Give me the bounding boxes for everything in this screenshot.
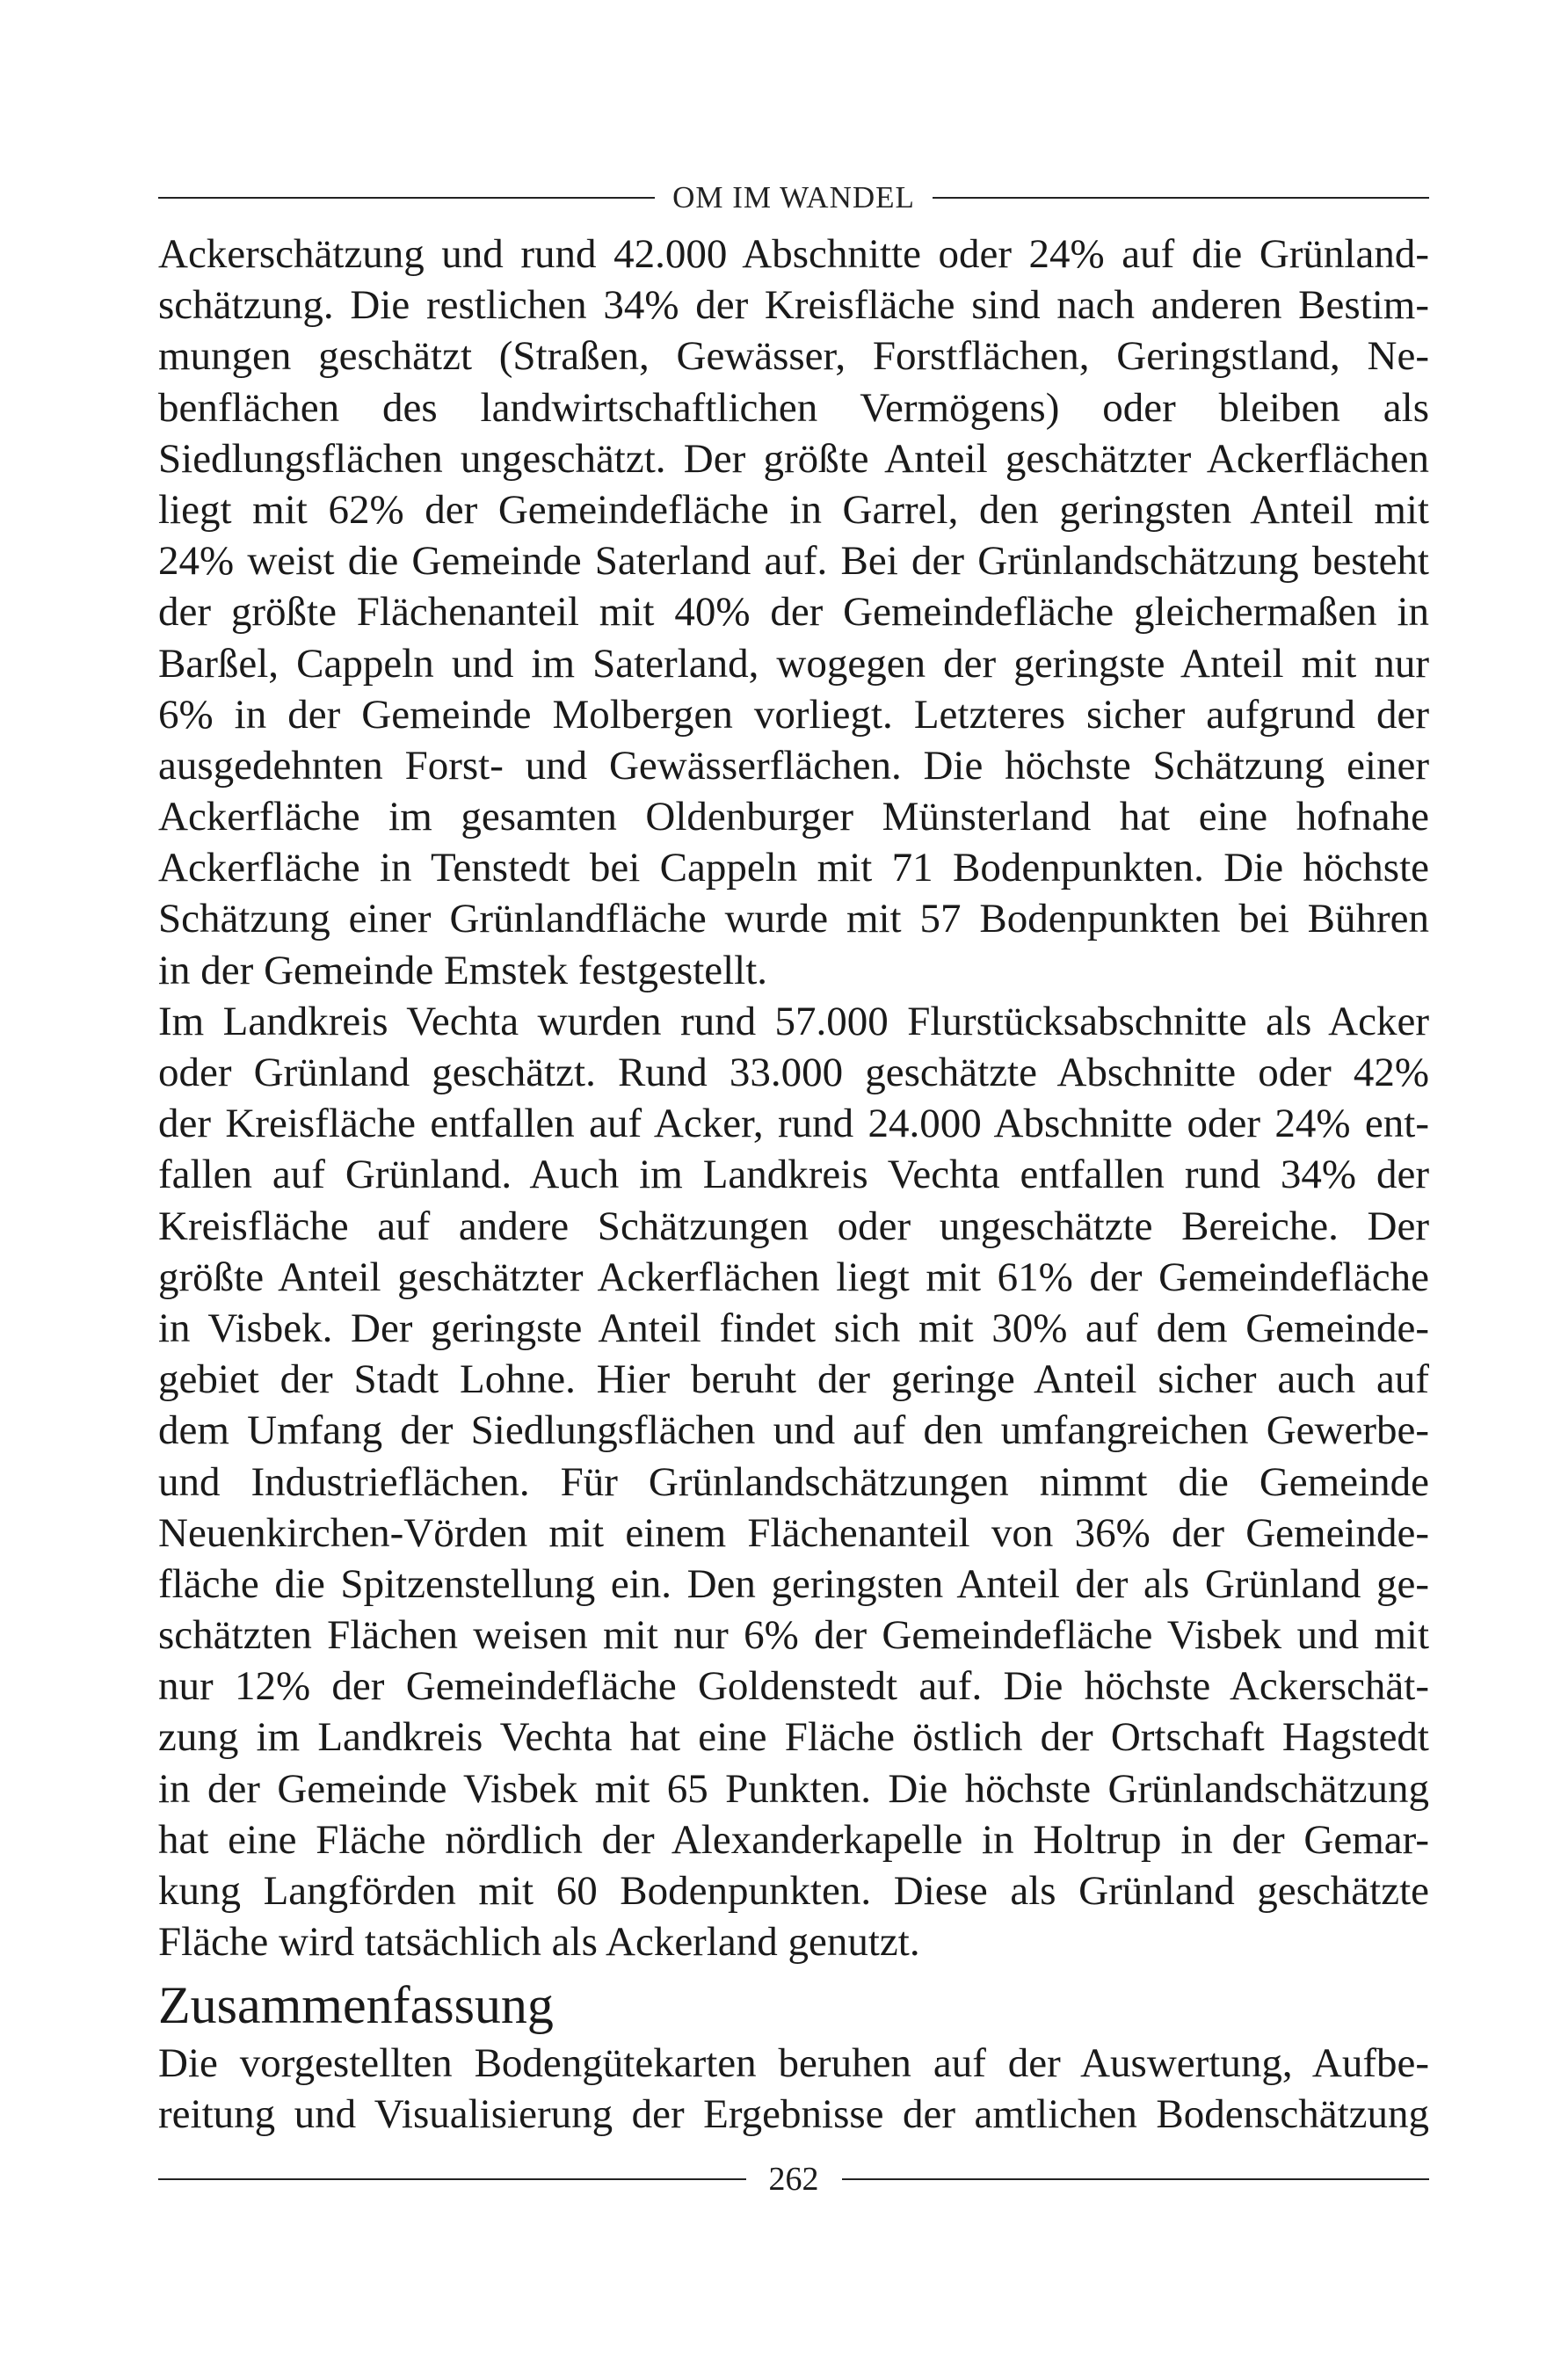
running-header (158, 176, 1429, 220)
body-line: Ackerschätzung und rund 42.000 Abschnitte oder 24% auf die Grünland- (158, 231, 1429, 277)
body-line: der größte Flächenanteil mit 40% der Gemeindefläche gleichermaßen in (158, 589, 1429, 636)
body-line: gebiet der Stadt Lohne. Hier beruht der geringe Anteil sicher auch auf (158, 1356, 1429, 1403)
body-line: fläche die Spitzenstellung ein. Den geringsten Anteil der als Grünland ge- (158, 1560, 1429, 1607)
body-line: hat eine Fläche nördlich der Alexanderkapelle in Holtrup in der Gemar- (158, 1816, 1429, 1863)
body-line: benflächen des landwirtschaftlichen Vermögens) oder bleiben als (158, 384, 1429, 431)
body-line: Im Landkreis Vechta wurden rund 57.000 Flurstücksabschnitte als Acker (158, 998, 1429, 1044)
body-line: kung Langförden mit 60 Bodenpunkten. Diese als Grünland geschätzte (158, 1868, 1429, 1914)
body-line: mungen geschätzt (Straßen, Gewässer, Forstflächen, Geringstland, Ne- (158, 333, 1429, 380)
body-line: 6% in der Gemeinde Molbergen vorliegt. Letzteres sicher aufgrund der (158, 691, 1429, 738)
body-line: Kreisfläche auf andere Schätzungen oder ungeschätzte Bereiche. Der (158, 1203, 1429, 1249)
page-number: 262 (768, 2161, 819, 2198)
body-line: fallen auf Grünland. Auch im Landkreis Vechta entfallen rund 34% der (158, 1152, 1429, 1198)
page-footer (158, 2156, 1429, 2203)
summary-text (158, 2038, 1429, 2140)
body-line: in Visbek. Der geringste Anteil findet sich mit 30% auf dem Gemeinde- (158, 1305, 1429, 1351)
body-line: Neuenkirchen-Vörden mit einem Flächenanteil von 36% der Gemeinde- (158, 1509, 1429, 1556)
summary-line: reitung und Visualisierung der Ergebnisse der amtlichen Bodenschätzung (158, 2091, 1429, 2138)
body-line: Siedlungsflächen ungeschätzt. Der größte Anteil geschätzter Ackerflächen (158, 435, 1429, 482)
body-line: dem Umfang der Siedlungsflächen und auf den umfangreichen Gewerbe- (158, 1407, 1429, 1454)
body-line: in der Gemeinde Emstek festgestellt. (158, 947, 768, 993)
body-line: liegt mit 62% der Gemeindefläche in Garrel, den geringsten Anteil mit (158, 486, 1429, 533)
body-line: ausgedehnten Forst- und Gewässerflächen. Die höchste Schätzung einer (158, 742, 1429, 789)
running-header-title: OM IM WANDEL (672, 180, 915, 214)
body-line: schätzung. Die restlichen 34% der Kreisfläche sind nach anderen Bestim- (158, 282, 1429, 329)
body-text (158, 229, 1429, 1967)
body-line: und Industrieflächen. Für Grünlandschätzungen nimmt die Gemeinde (158, 1458, 1429, 1505)
body-line: 24% weist die Gemeinde Saterland auf. Bei der Grünlandschätzung besteht (158, 538, 1429, 585)
body-line: größte Anteil geschätzter Ackerflächen liegt mit 61% der Gemeindefläche (158, 1254, 1429, 1300)
body-line: schätzten Flächen weisen mit nur 6% der Gemeindefläche Visbek und mit (158, 1612, 1429, 1659)
header-rule-left (158, 197, 655, 199)
body-line: in der Gemeinde Visbek mit 65 Punkten. Die höchste Grünlandschätzung (158, 1765, 1429, 1812)
section-heading: Zusammenfassung (158, 1976, 554, 2034)
body-line: oder Grünland geschätzt. Rund 33.000 geschätzte Abschnitte oder 42% (158, 1050, 1429, 1095)
body-line: nur 12% der Gemeindefläche Goldenstedt auf. Die höchste Ackerschät- (158, 1663, 1429, 1710)
body-line: Ackerfläche im gesamten Oldenburger Münsterland hat eine hofnahe (158, 794, 1429, 840)
summary-line: Die vorgestellten Bodengütekarten beruhen auf der Auswertung, Aufbe- (158, 2040, 1429, 2086)
body-line: der Kreisfläche entfallen auf Acker, rund 24.000 Abschnitte oder 24% ent- (158, 1101, 1429, 1147)
body-line: Ackerfläche in Tenstedt bei Cappeln mit 71 Bodenpunkten. Die höchste (158, 845, 1429, 891)
header-rule-right (933, 197, 1429, 199)
body-line: Barßel, Cappeln und im Saterland, wogegen der geringste Anteil mit nur (158, 640, 1429, 687)
body-line: Fläche wird tatsächlich als Ackerland genutzt. (158, 1919, 920, 1966)
footer-rule-left (158, 2178, 746, 2180)
body-line: zung im Landkreis Vechta hat eine Fläche östlich der Ortschaft Hagstedt (158, 1714, 1429, 1761)
footer-rule-right (842, 2178, 1430, 2180)
body-line: Schätzung einer Grünlandfläche wurde mit 57 Bodenpunkten bei Bühren (158, 896, 1429, 942)
